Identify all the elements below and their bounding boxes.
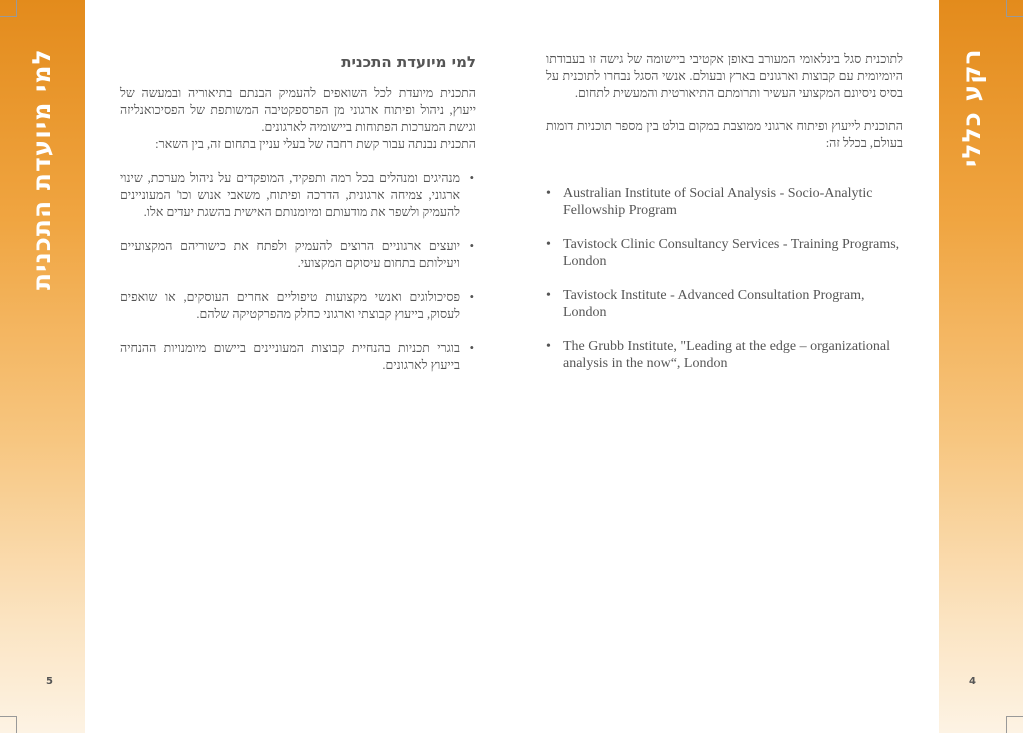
page-number-right: 4 bbox=[969, 676, 976, 687]
list-item: • Tavistock Clinic Consultancy Services - Training Programs, London bbox=[546, 236, 903, 270]
list-item: • The Grubb Institute, "Leading at the edge – organizational analysis in the now“, London bbox=[546, 338, 903, 372]
list-item: • יועצים ארגוניים הרוצים להעמיק ולפתח את כישוריהם המקצועיים ויעילותם בתחום עיסוקם המקצועי. bbox=[120, 238, 476, 272]
crop-mark-top-left bbox=[0, 0, 17, 17]
crop-mark-bottom-left bbox=[0, 716, 17, 733]
comparison-paragraph: התוכנית לייעוץ ופיתוח ארגוני ממוצבת במקום בולט בין מספר תוכניות דומות בעולם, בכלל זה: bbox=[546, 119, 903, 150]
list-item: • פסיכולוגים ואנשי מקצועות טיפוליים אחרים העוסקים, או שואפים לעסוק, בייעוץ קבוצתי וארגוני כחלק מהפרקטיקה שלהם. bbox=[120, 289, 476, 323]
crop-mark-top-right bbox=[1006, 0, 1023, 17]
programs-list bbox=[546, 185, 903, 372]
list-item: • Australian Institute of Social Analysis - Socio-Analytic Fellowship Program bbox=[546, 185, 903, 219]
left-page-content bbox=[120, 54, 476, 391]
page-heading: למי מיועדת התכנית bbox=[341, 53, 476, 71]
list-item: • מנהיגים ומנהלים בכל רמה ותפקיד, המופקדים על ניהול מערכת, שינוי ארגוני, צמיחה ארגונית, הדרכה ופיתוח, משאבי אנוש וכו' המעוניינים להעמיק ולשפר את מודעותם ומיומנותם האישית בהשגת יעדים אלו. bbox=[120, 170, 476, 221]
right-vertical-title: רקע כללי bbox=[957, 48, 986, 167]
left-vertical-title: למי מיועדת התכנית bbox=[27, 48, 56, 290]
list-item: • בוגרי תכניות בהנחיית קבוצות המעוניינים ביישום מיומנויות ההנחיה בייעוץ לארגונים. bbox=[120, 340, 476, 374]
intro-paragraph-2: התכנית נבנתה עבור קשת רחבה של בעלי עניין בתחום זה, בין השאר: bbox=[155, 137, 476, 151]
page-number-left: 5 bbox=[46, 676, 53, 687]
intro-paragraph: התכנית מיועדת לכל השואפים להעמיק הבנתם בתיאוריה ובמעשה של ייעוץ, ניהול ופיתוח ארגוני מן הפרספקטיבה המשותפת של הפסיכואנליזה וגישת המערכות הפתוחות ביישומיה לארגונים. bbox=[120, 86, 476, 134]
list-item: • Tavistock Institute - Advanced Consultation Program, London bbox=[546, 287, 903, 321]
background-paragraph: לתוכנית סגל בינלאומי המעורב באופן אקטיבי ביישומה של גישה זו בעבודתו היומיומית עם קבוצות וארגונים בארץ ובעולם. אנשי הסגל נבחרו לתוכנית על בסיס ניסיונם המקצועי העשיר ותרומתם התיאורטית והמעשית לתחום. bbox=[546, 52, 903, 100]
crop-mark-bottom-right bbox=[1006, 716, 1023, 733]
audience-list bbox=[120, 170, 476, 374]
right-page-content bbox=[546, 51, 903, 389]
